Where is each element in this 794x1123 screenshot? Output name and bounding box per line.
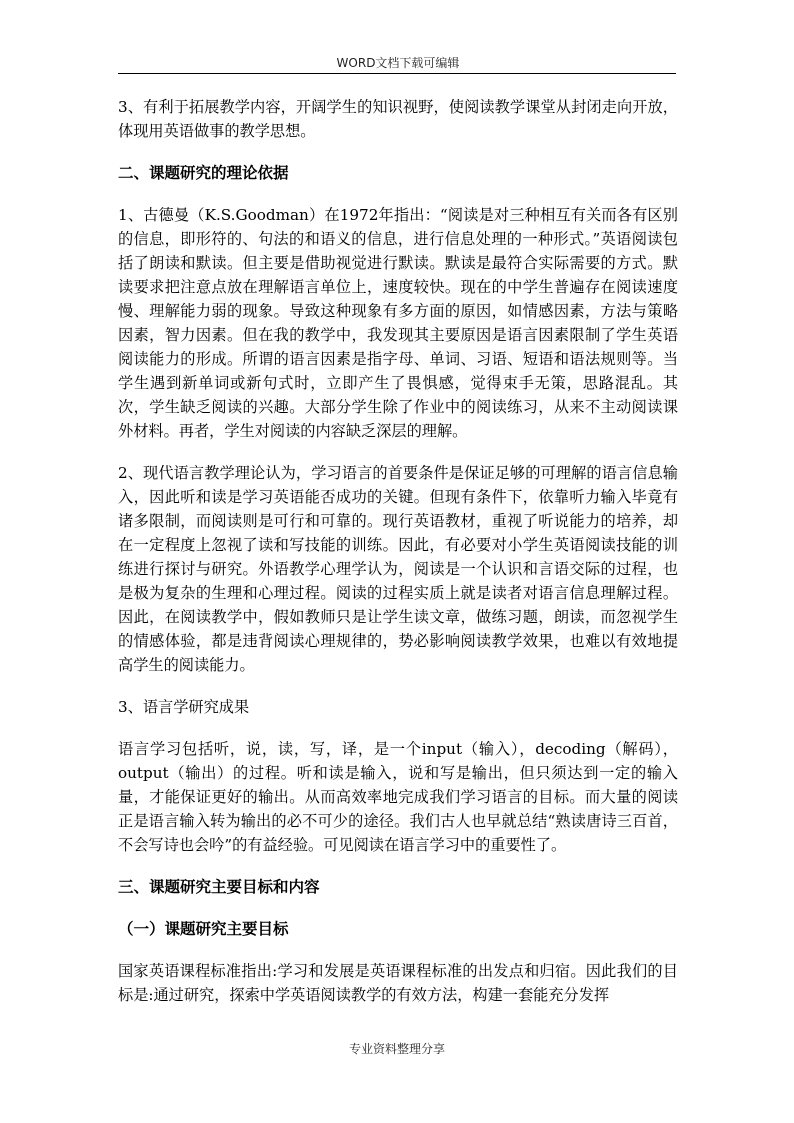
paragraph-basis-2: 2、现代语言教学理论认为，学习语言的首要条件是保证足够的可理解的语言信息输入，因此听和读是学习英语能否成功的关键。但现有条件下，依靠听力输入毕竟有诸多限制，而阅读则是可行和可靠的。现行英语教材，重视了听说能力的培养，却在一定程度上忽视了读和写技能的训练。因此，有必要对小学生英语阅读技能的训练进行探讨与研究。外语教学心理学认为，阅读是一个认识和言语交际的过程，也是极为复杂的生理和心理过程。阅读的过程实质上就是读者对语言信息理解过程。因此，在阅读教学中，假如教师只是让学生读文章，做练习题，朗读，而忽视学生的情感体验，都是违背阅读心理规律的，势必影响阅读教学效果，也难以有效地提高学生的阅读能力。: [118, 464, 678, 674]
document-body: [118, 95, 678, 1007]
paragraph-basis-3: 语言学习包括听，说，读，写，译，是一个input（输入），decoding（解码），output（输出）的过程。听和读是输入，说和写是输出，但只须达到一定的输入量，才能保证更好的输出。从而高效率地完成我们学习语言的目标。而大量的阅读正是语言输入转为输出的必不可少的途径。我们古人也早就总结“熟读唐诗三百首，不会写诗也会吟”的有益经验。可见阅读在语言学习中的重要性了。: [118, 740, 678, 854]
subsection-heading-goals: （一）课题研究主要目标: [118, 920, 289, 938]
paragraph-goals: 国家英语课程标准指出:学习和发展是英语课程标准的出发点和归宿。因此我们的目标是:通过研究，探索中学英语阅读教学的有效方法，构建一套能充分发挥: [118, 962, 678, 1004]
page-header: WORD文档下载可编辑: [336, 56, 460, 70]
page-footer: 专业资料整理分享: [348, 1042, 445, 1056]
paragraph-basis-3-title: 3、语言学研究成果: [118, 698, 250, 716]
section-heading-3: 三、课题研究主要目标和内容: [118, 878, 320, 896]
paragraph-intro-3: 3、有利于拓展教学内容，开阔学生的知识视野，使阅读教学课堂从封闭走向开放，体现用英语做事的教学思想。: [118, 98, 678, 140]
header-rule: [118, 73, 676, 74]
paragraph-basis-1: 1、古德曼（K.S.Goodman）在1972年指出：“阅读是对三种相互有关而各有区别的信息，即形符的、句法的和语义的信息，进行信息处理的一种形式。”英语阅读包括了朗读和默读。但主要是借助视觉进行默读。默读是最符合实际需要的方式。默读要求把注意点放在理解语言单位上，速度较快。现在的中学生普遍存在阅读速度慢、理解能力弱的现象。导致这种现象有多方面的原因，如情感因素，方法与策略因素，智力因素。但在我的教学中，我发现其主要原因是语言因素限制了学生英语阅读能力的形成。所谓的语言因素是指字母、单词、习语、短语和语法规则等。当学生遇到新单词或新句式时，立即产生了畏惧感，觉得束手无策，思路混乱。其次，学生缺乏阅读的兴趣。大部分学生除了作业中的阅读练习，从来不主动阅读课外材料。再者，学生对阅读的内容缺乏深层的理解。: [118, 206, 678, 440]
section-heading-2: 二、课题研究的理论依据: [118, 164, 289, 182]
